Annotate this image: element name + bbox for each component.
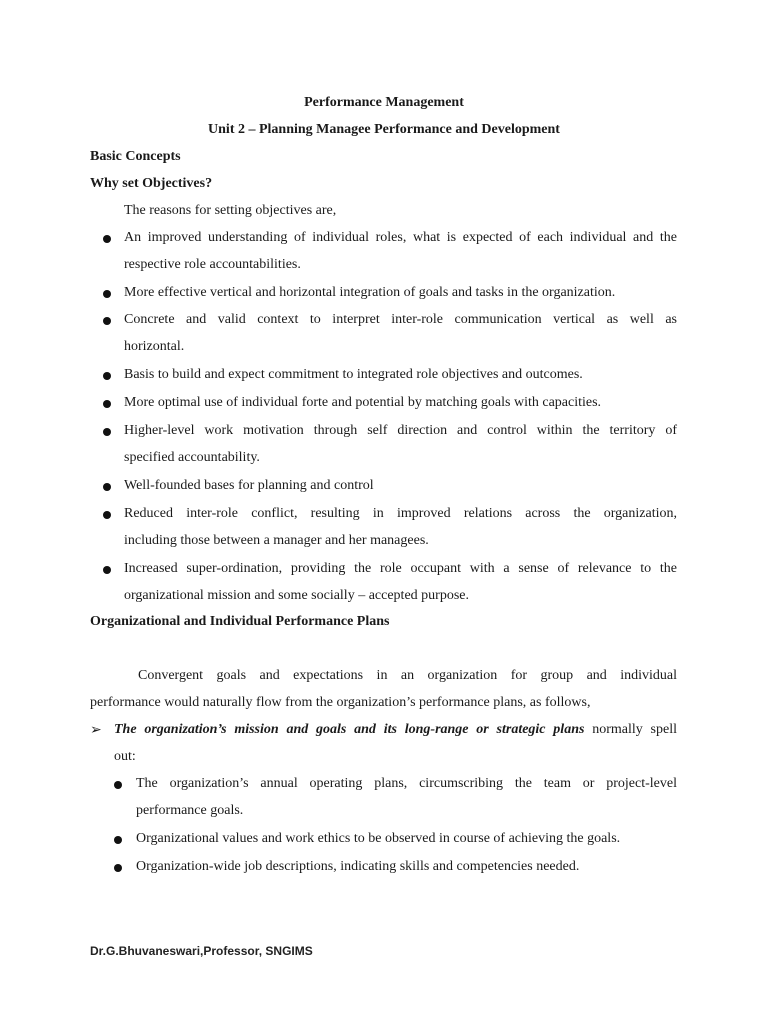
page-footer: Dr.G.Bhuvaneswari,Professor, SNGIMS — [90, 944, 313, 958]
bullet-icon — [103, 511, 111, 519]
document-title: Performance Management — [304, 95, 464, 110]
plans-paragraph-line-2: performance would naturally flow from the organization’s performance plans, as follows, — [90, 695, 591, 710]
bullet-icon — [103, 400, 111, 408]
reason-9-line-1: Increased super-ordination, providing the role occupant with a sense of relevance to the — [124, 561, 677, 576]
bullet-icon — [103, 372, 111, 380]
arrow-item-emphasis: The organization’s mission and goals and its long-range or strategic plans — [114, 722, 585, 737]
section-heading-performance-plans: Organizational and Individual Performance Plans — [90, 614, 390, 629]
bullet-icon — [114, 781, 122, 789]
reason-2-line-1: More effective vertical and horizontal integration of goals and tasks in the organization. — [124, 285, 616, 300]
arrow-item-line-2: out: — [114, 749, 136, 764]
question-heading: Why set Objectives? — [90, 176, 213, 191]
reason-4-line-1: Basis to build and expect commitment to integrated role objectives and outcomes. — [124, 367, 583, 382]
bullet-icon — [103, 483, 111, 491]
reason-7-line-1: Well-founded bases for planning and control — [124, 478, 374, 493]
bullet-icon — [103, 290, 111, 298]
arrow-bullet-icon: ➢ — [90, 722, 102, 738]
section-heading-basic-concepts: Basic Concepts — [90, 149, 181, 164]
arrow-item-line-1 — [114, 721, 677, 739]
sub-item-3-line-1: Organization-wide job descriptions, indicating skills and competencies needed. — [136, 859, 580, 874]
intro-text: The reasons for setting objectives are, — [124, 203, 337, 218]
bullet-icon — [103, 235, 111, 243]
bullet-icon — [114, 836, 122, 844]
sub-item-1-line-1: The organization’s annual operating plans, circumscribing the team or project-level — [136, 776, 677, 791]
reason-8-line-1: Reduced inter-role conflict, resulting in improved relations across the organization, — [124, 506, 677, 521]
reason-5-line-1: More optimal use of individual forte and potential by matching goals with capacities. — [124, 395, 602, 410]
reason-1-line-1: An improved understanding of individual roles, what is expected of each individual and the — [124, 230, 677, 245]
bullet-icon — [114, 864, 122, 872]
reason-6-line-1: Higher-level work motivation through self direction and control within the territory of — [124, 423, 677, 438]
bullet-icon — [103, 428, 111, 436]
sub-item-2-line-1: Organizational values and work ethics to be observed in course of achieving the goals. — [136, 831, 621, 846]
reason-3-line-1: Concrete and valid context to interpret inter-role communication vertical as well as — [124, 312, 677, 327]
plans-paragraph-line-1: Convergent goals and expectations in an organization for group and individual — [138, 668, 677, 683]
reason-3-line-2: horizontal. — [124, 339, 185, 354]
reason-1-line-2: respective role accountabilities. — [124, 257, 301, 272]
bullet-icon — [103, 566, 111, 574]
bullet-icon — [103, 317, 111, 325]
reason-8-line-2: including those between a manager and her managees. — [124, 533, 429, 548]
reason-9-line-2: organizational mission and some socially – accepted purpose. — [124, 588, 469, 603]
arrow-item-rest: normally spell — [584, 722, 677, 737]
document-subtitle: Unit 2 – Planning Managee Performance and Development — [208, 122, 560, 137]
reason-6-line-2: specified accountability. — [124, 450, 260, 465]
sub-item-1-line-2: performance goals. — [136, 803, 244, 818]
